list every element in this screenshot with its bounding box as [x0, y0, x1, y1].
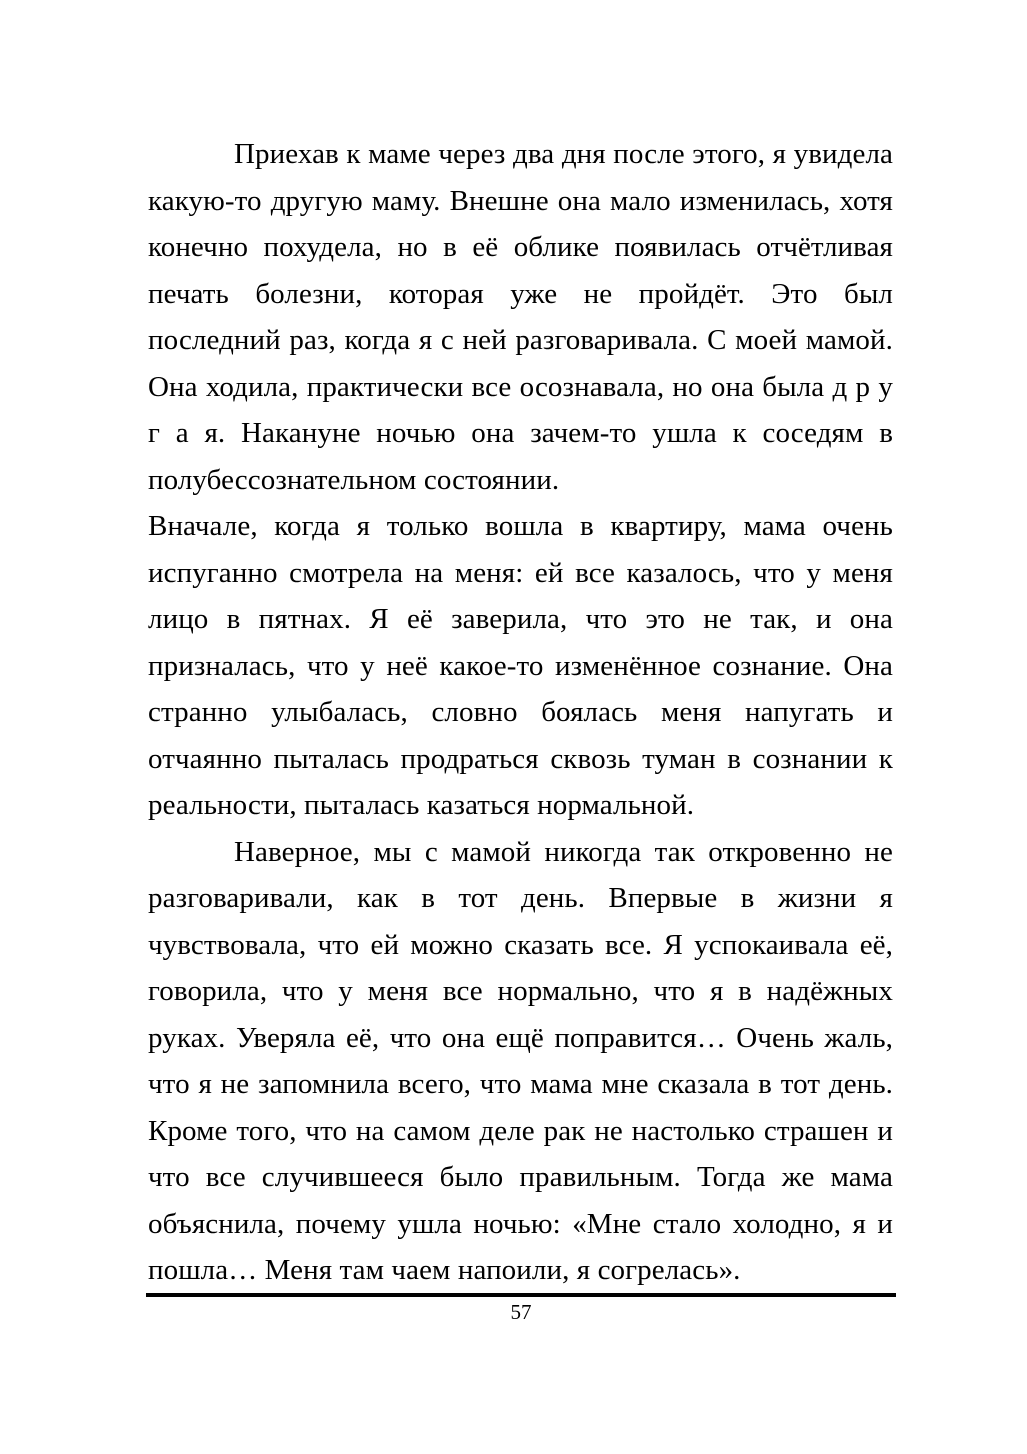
paragraph-2: Вначале, когда я только вошла в квартиру, мама очень испуганно смотрела на меня: ей все казалось, что у меня лицо в пятнах. Я её заверила, что это не так, и она призналась, что у неё какое-то изменённое сознание. Она странно улыбалась, словно боялась меня напугать и отчаянно пыталась продраться сквозь туман в сознании к реальности, пыталась казаться нормальной.	[148, 510, 893, 821]
paragraph-1: Приехав к маме через два дня после этого, я увидела какую-то другую маму. Внешне она мало изменилась, хотя конечно похудела, но в её облике появилась отчётливая печать болезни, которая уже не пройдёт. Это был последний раз, когда я с ней разговаривала. С моей мамой. Она ходила, практически все осознавала, но она была д р у г а я. Накануне ночью она зачем-то ушла к соседям в полубессознательном состоянии.	[148, 138, 893, 496]
footer-rule	[146, 1293, 896, 1297]
paragraph-3: Наверное, мы с мамой никогда так откровенно не разговаривали, как в тот день. Впервые в жизни я чувствовала, что ей можно сказать все. Я успокаивала её, говорила, что у меня все нормально, что я в надёжных руках. Уверяла её, что она ещё поправится… Очень жаль, что я не запомнила всего, что мама мне сказала в тот день. Кроме того, что на самом деле рак не настолько страшен и что все случившееся было правильным. Тогда же мама объяснила, почему ушла ночью: «Мне стало холодно, я и пошла… Меня там чаем напоили, я согрелась».	[148, 835, 893, 1286]
text-body	[148, 131, 893, 1294]
page-number: 57	[510, 1300, 532, 1324]
